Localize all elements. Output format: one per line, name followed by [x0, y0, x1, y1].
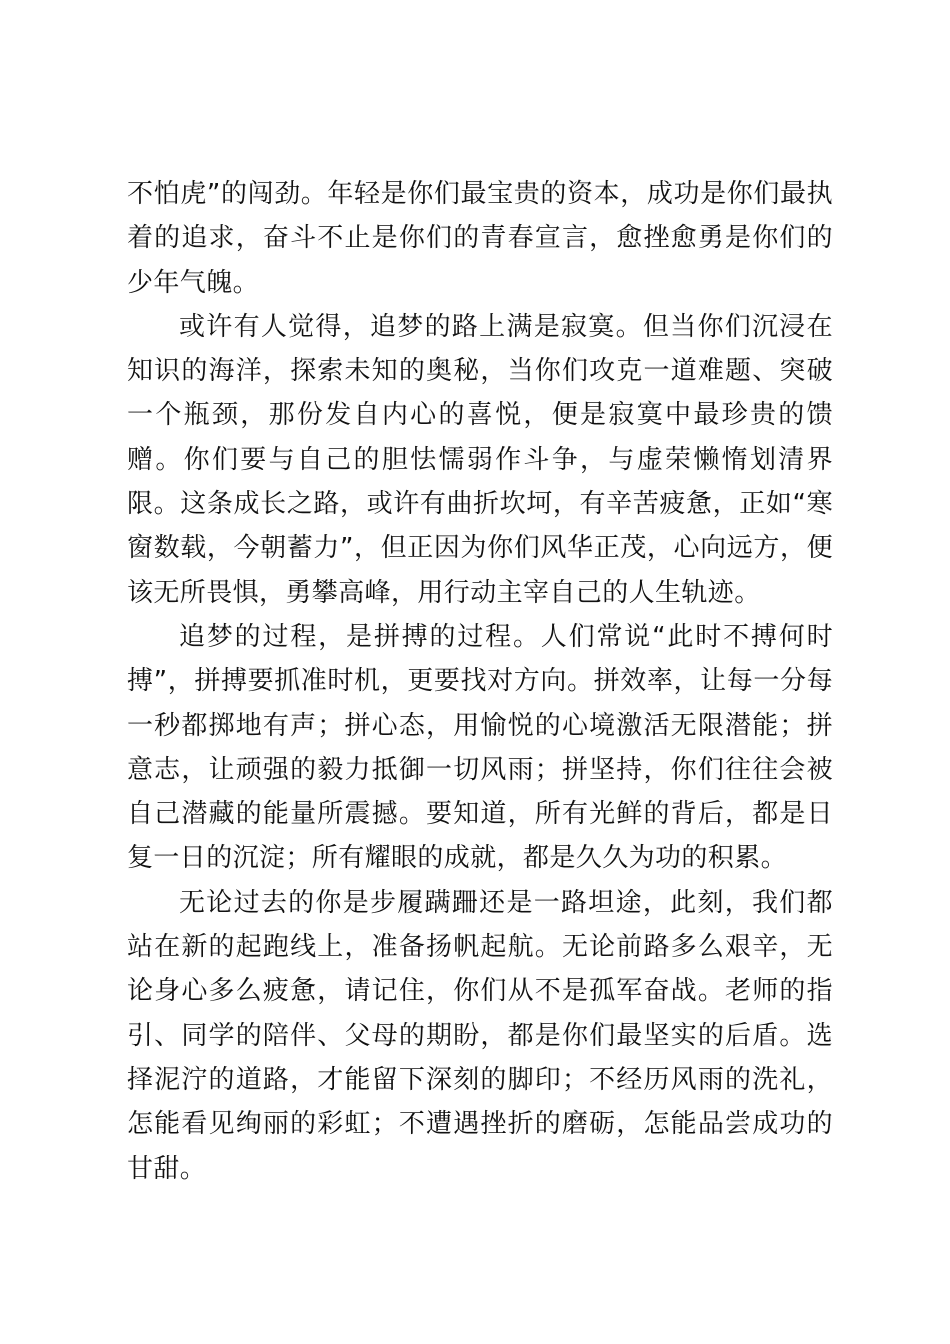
paragraph-continued: 不怕虎”的闯劲。年轻是你们最宝贵的资本，成功是你们最执着的追求，奋斗不止是你们的青春宣言，愈挫愈勇是你们的少年气魄。: [127, 179, 833, 298]
document-page: [127, 172, 833, 1191]
paragraph-loneliness: 或许有人觉得，追梦的路上满是寂寞。但当你们沉浸在知识的海洋，探索未知的奥秘，当你们攻克一道难题、突破一个瓶颈，那份发自内心的喜悦，便是寂寞中最珍贵的馈赠。你们要与自己的胆怯懦弱作斗争，与虚荣懒惰划清界限。这条成长之路，或许有曲折坎坷，有辛苦疲惫，正如“寒窗数载，今朝蓄力”，但正因为你们风华正茂，心向远方，便该无所畏惧，勇攀高峰，用行动主宰自己的人生轨迹。: [127, 311, 833, 608]
paragraph-striving: 追梦的过程，是拼搏的过程。人们常说“此时不搏何时搏”，拼搏要抓准时机，更要找对方向。拼效率，让每一分每一秒都掷地有声；拼心态，用愉悦的心境激活无限潜能；拼意志，让顽强的毅力抵御一切风雨；拼坚持，你们往往会被自己潜藏的能量所震撼。要知道，所有光鲜的背后，都是日复一日的沉淀；所有耀眼的成就，都是久久为功的积累。: [127, 621, 833, 874]
paragraph-new-start: 无论过去的你是步履蹒跚还是一路坦途，此刻，我们都站在新的起跑线上，准备扬帆起航。无论前路多么艰辛，无论身心多么疲惫，请记住，你们从不是孤军奋战。老师的指引、同学的陪伴、父母的期盼，都是你们最坚实的后盾。选择泥泞的道路，才能留下深刻的脚印；不经历风雨的洗礼，怎能看见绚丽的彩虹；不遭遇挫折的磨砺，怎能品尝成功的甘甜。: [127, 887, 833, 1184]
